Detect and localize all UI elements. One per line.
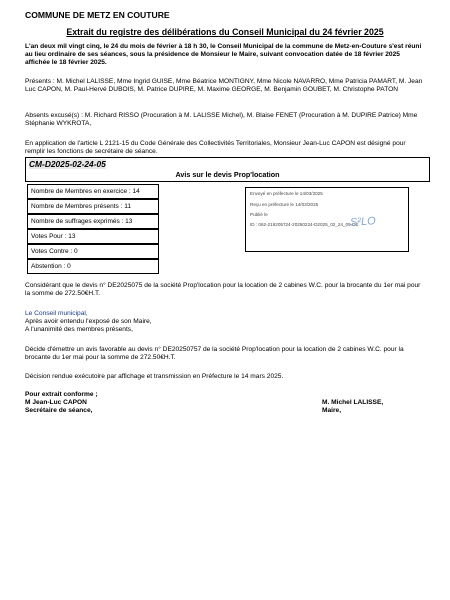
considerant-paragraph: Considérant que le devis n° DE2025075 de la société Prop'location pour la location de 2 cabines W.C. pour la brocante du 1er mai pour la somme de 272.50€H.T. — [25, 282, 421, 298]
decision-number: CM-D2025-02-24-05 — [29, 159, 106, 169]
secretaire-role: Secrétaire de séance, — [25, 407, 93, 414]
conseil-line-3: A l'unanimité des membres présents, — [25, 326, 133, 333]
maire-name: M. Michel LALISSE, — [322, 399, 384, 406]
absents-paragraph: Absents excusé(s) : M. Richard RISSO (Procuration à M. LALISSE Michel), M. Blaise FENET (Procuration à M. DUPIRE Patrice) Mme Stéphanie WYKROTA, — [25, 112, 418, 128]
stamp-signature: S²LO — [349, 215, 377, 229]
executoire-paragraph: Décision rendue exécutoire par affichage et transmission en Préfecture le 14 mars 2025. — [25, 373, 284, 380]
commune-name: COMMUNE DE METZ EN COUTURE — [25, 10, 170, 20]
vote-pour: Votes Pour : 13 — [27, 229, 159, 244]
decision-subject: Avis sur le devis Prop'location — [175, 170, 280, 179]
conseil-line-1: Le Conseil municipal, — [25, 310, 88, 317]
vote-contre: Votes Contre : 0 — [27, 244, 159, 259]
document-title: Extrait du registre des délibérations du Conseil Municipal du 24 février 2025 — [66, 27, 384, 37]
presents-paragraph: Présents : M. Michel LALISSE, Mme Ingrid GUISE, Mme Béatrice MONTIGNY, Mme Nicole NAVARRO, Mme Patricia PAMART, M. Jean Luc CAPON, M. Paul-Hervé DUBOIS, M. Patrice DUPIRE, M. Maxime GEORGE, M. Benjamin GOUBET, M. Christophe PATON — [25, 78, 423, 94]
prefecture-stamp — [245, 187, 409, 252]
decide-paragraph: Décide d'émettre un avis favorable au devis n° DE20250757 de la société Prop'location pour la location de 2 cabines W.C. pour la brocante du 1er mai pour la somme de 272.50€H.T. — [25, 346, 404, 362]
stamp-publie: Publié le — [250, 212, 268, 217]
vote-suffrages: Nombre de suffrages exprimés : 13 — [27, 214, 159, 229]
intro-paragraph: L'an deux mil vingt cinq, le 24 du mois de février à 18 h 30, le Conseil Municipal de la commune de Metz-en-Couture s'est réuni au lieu ordinaire de ses séances, sous la présidence de Monsieur le Maire, suivant convocation datée de 18 février 2025 affichée le 18 février 2025. — [25, 43, 422, 67]
maire-role: Maire, — [322, 407, 342, 414]
secretaire-name: M Jean-Luc CAPON — [25, 399, 87, 406]
secretary-designation: En application de l'article L 2121-15 du Code Générale des Collectivités Territoriales, Monsieur Jean-Luc CAPON est désigné pour remplir les fonctions de secrétaire de séance. — [25, 140, 406, 156]
conseil-line-2: Après avoir entendu l'exposé de son Maire, — [25, 318, 152, 325]
stamp-recu: Reçu en préfecture le 14/03/2025 — [250, 202, 319, 207]
decision-header-box — [25, 157, 430, 182]
extrait-conforme: Pour extrait conforme ; — [25, 391, 98, 398]
vote-members-exercice: Nombre de Membres en exercice : 14 — [27, 184, 159, 199]
stamp-id: ID : 062-216205724-20250224-D2025_02_24_05-DE — [250, 222, 359, 227]
vote-abstention: Abstention : 0 — [27, 259, 159, 274]
vote-members-presents: Nombre de Membres présents : 11 — [27, 199, 159, 214]
stamp-envoye: Envoyé en préfecture le 14/03/2025 — [250, 191, 323, 196]
